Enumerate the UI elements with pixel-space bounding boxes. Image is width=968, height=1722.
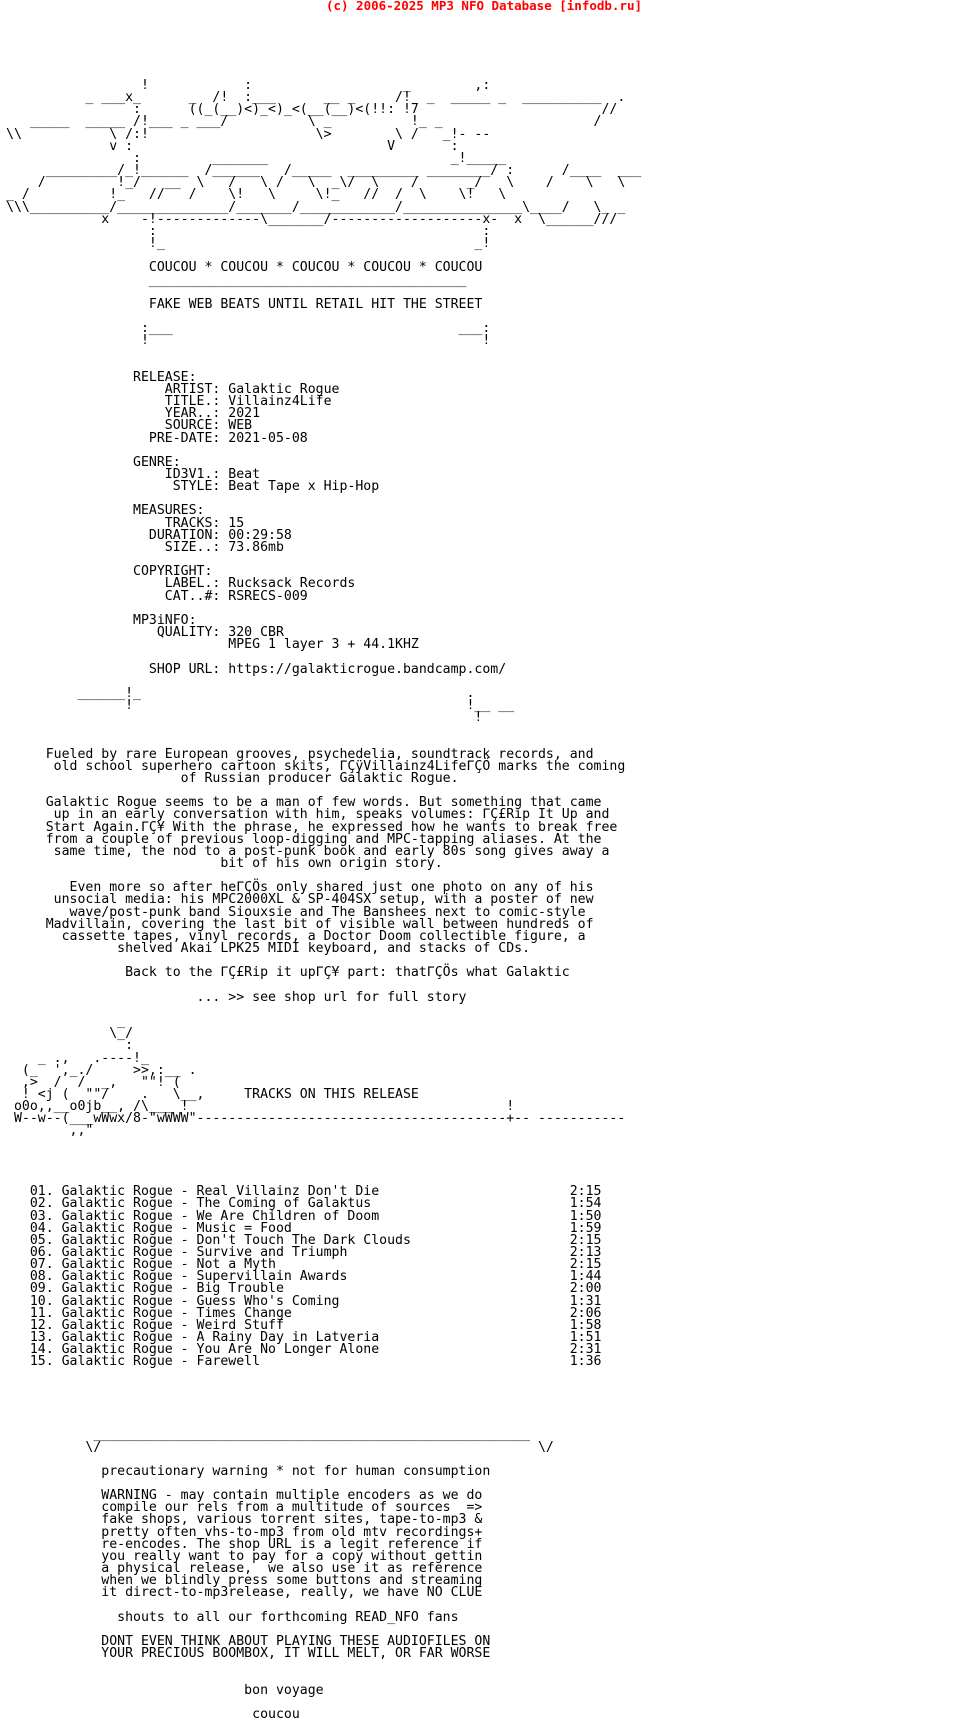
nfo-line: (_ ',_./ >>,:__ . xyxy=(6,1062,197,1078)
nfo-line: GENRE: xyxy=(6,454,181,470)
nfo-line: TRACKS: 15 xyxy=(6,515,245,531)
nfo-line: Start Again.ΓÇ¥ With the phrase, he expressed how he wants to break free xyxy=(6,819,618,835)
nfo-line: o0o,,__o0jb__, /\___ ! ! xyxy=(6,1099,515,1115)
nfo-line: Even more so after heΓÇÖs only shared just one photo on any of his xyxy=(6,880,594,896)
nfo-line: DONT EVEN THINK ABOUT PLAYING THESE AUDIOFILES ON xyxy=(6,1634,491,1649)
nfo-line: it direct-to-mp3release, really, we have NO CLUE xyxy=(6,1585,483,1601)
nfo-line: Madvillain, covering the last bit of visible wall between hundreds of xyxy=(6,916,594,932)
nfo-line: \\\__________/______________/_______/____________/_______________\____/ \_ _ xyxy=(6,199,626,215)
nfo-line: _ / !_ // / \! \ \!_ // / \ \! \ xyxy=(6,187,507,203)
nfo-line: STYLE: Beat Tape x Hip-Hop xyxy=(6,479,380,495)
nfo-line: 14. Galaktic Rogue - You Are No Longer Alone 2:31 xyxy=(6,1342,602,1358)
nfo-line: bit of his own origin story. xyxy=(6,856,443,871)
nfo-line: same time, the nod to a post-punk book and early 80s song gives away a xyxy=(6,843,610,859)
nfo-line: 01. Galaktic Rogue - Real Villainz Don't Die 2:15 xyxy=(6,1184,602,1200)
nfo-line: old school superhero cartoon skits, ΓÇÿVillainz4LifeΓÇÖ marks the coming xyxy=(6,758,626,774)
nfo-line: you really want to pay for a copy without gettin xyxy=(6,1548,483,1564)
nfo-line: 09. Galaktic Rogue - Big Trouble 2:00 xyxy=(6,1281,602,1297)
nfo-line: 07. Galaktic Rogue - Not a Myth 2:15 xyxy=(6,1257,602,1273)
nfo-line: / !_/ __ \ / \ / \ _\/ \ / _/ \ / \ \ xyxy=(6,175,626,191)
nfo-line: :___ ___: xyxy=(6,321,491,337)
nfo-line: YEAR..: 2021 xyxy=(6,406,261,422)
nfo-line: YOUR PRECIOUS BOOMBOX, IT WILL MELT, OR FAR WORSE xyxy=(6,1646,491,1662)
nfo-line: ! xyxy=(6,710,483,726)
nfo-line: : _______ _!_____ xyxy=(6,150,507,166)
nfo-line: pretty often vhs-to-mp3 from old mtv recordings+ xyxy=(6,1524,483,1540)
nfo-line: ! : _ ,: xyxy=(6,78,491,93)
nfo-line: of Russian producer Galaktic Rogue. xyxy=(6,770,459,786)
nfo-line: SOURCE: WEB xyxy=(6,418,253,434)
nfo-text-block xyxy=(6,80,641,1721)
nfo-line: fake shops, various torrent sites, tape-to-mp3 & xyxy=(6,1512,483,1528)
nfo-line: FAKE WEB BEATS UNTIL RETAIL HIT THE STREET xyxy=(6,296,483,312)
nfo-line: _______________________________________________________ xyxy=(6,1427,531,1443)
nfo-line: COUCOU * COUCOU * COUCOU * COUCOU * COUCOU xyxy=(6,260,483,276)
nfo-line: 13. Galaktic Rogue - A Rainy Day in Latveria 1:51 xyxy=(6,1330,602,1346)
nfo-line: \/ \/ xyxy=(6,1439,554,1455)
nfo-line: 15. Galaktic Rogue - Farewell 1:36 xyxy=(6,1354,602,1370)
nfo-line: cassette tapes, vinyl records, a Doctor Doom collectible figure, a xyxy=(6,928,586,944)
nfo-line: : xyxy=(6,1038,134,1054)
nfo-line: QUALITY: 320 CBR xyxy=(6,625,284,641)
nfo-line: 10. Galaktic Rogue - Guess Who's Coming 1:31 xyxy=(6,1293,602,1309)
nfo-line: a physical release, we also use it as reference xyxy=(6,1561,483,1577)
nfo-line: SHOP URL: https://galakticrogue.bandcamp.com/ xyxy=(6,661,507,677)
nfo-line: precautionary warning * not for human consumption xyxy=(6,1463,491,1479)
nfo-line: ... >> see shop url for full story xyxy=(6,989,467,1005)
nfo-line: WARNING - may contain multiple encoders as we do xyxy=(6,1488,483,1504)
nfo-line: compile our rels from a multitude of sources => xyxy=(6,1500,483,1516)
nfo-line: when we blindly press some buttons and streaming xyxy=(6,1573,483,1589)
nfo-line: Galaktic Rogue seems to be a man of few words. But something that came xyxy=(6,795,602,811)
nfo-line: ! ! xyxy=(6,333,491,349)
nfo-line: : ((_(__)<)_<)_<(__(__)<(!!: !7 // xyxy=(6,102,618,118)
site-copyright-header: (c) 2006-2025 MP3 NFO Database [infodb.ru] xyxy=(325,0,643,13)
nfo-line: TITLE.: Villainz4Life xyxy=(6,394,332,410)
nfo-line: _ ___x_ _ /! :___ __ _ /! _ _____ _ __________ . xyxy=(6,90,626,106)
nfo-line: up in an early conversation with him, speaks volumes: ΓÇ£Rip It Up and xyxy=(6,807,610,823)
nfo-line: wave/post-punk band Siouxsie and The Banshees next to comic-style xyxy=(6,904,586,920)
nfo-line: W--w--(___wWwx/8-"wWWW"---------------------------------------+-- ----------- xyxy=(6,1111,626,1127)
nfo-line: _________/_!______ /______ /_____ _________ ________/ : /____ ___ xyxy=(6,163,642,179)
nfo-line: DURATION: 00:29:58 xyxy=(6,527,292,543)
nfo-line: 08. Galaktic Rogue - Supervillain Awards 1:44 xyxy=(6,1269,602,1285)
nfo-line: MEASURES: xyxy=(6,503,205,519)
nfo-line: ,> / / _, ""! ( xyxy=(6,1074,181,1090)
nfo-line: ! <j ( ""/ . \__, TRACKS ON THIS RELEASE xyxy=(6,1086,419,1102)
nfo-line: MPEG 1 layer 3 + 44.1KHZ xyxy=(6,637,419,653)
nfo-line: 04. Galaktic Rogue - Music = Food 1:59 xyxy=(6,1220,602,1236)
nfo-line: Fueled by rare European grooves, psychedelia, soundtrack records, and xyxy=(6,746,594,762)
nfo-line: Back to the ΓÇ£Rip it upΓÇ¥ part: thatΓÇÖs what Galaktic xyxy=(6,965,570,981)
nfo-line: 12. Galaktic Rogue - Weird Stuff 1:58 xyxy=(6,1317,602,1333)
nfo-line: shouts to all our forthcoming READ_NFO fans xyxy=(6,1609,459,1625)
nfo-line: 11. Galaktic Rogue - Times Change 2:06 xyxy=(6,1305,602,1321)
nfo-line: shelved Akai LPK25 MIDI keyboard, and stacks of CDs. xyxy=(6,941,531,957)
nfo-line: !_ _! xyxy=(6,236,491,252)
nfo-line: \_/ xyxy=(6,1026,134,1042)
nfo-line: CAT..#: RSRECS-009 xyxy=(6,588,308,604)
nfo-line: re-encodes. The shop URL is a legit reference if xyxy=(6,1536,483,1552)
nfo-line: ,," xyxy=(6,1123,94,1139)
nfo-line: _ xyxy=(6,1014,126,1030)
nfo-line: bon voyage xyxy=(6,1682,324,1698)
nfo-line: ________________________________________ xyxy=(6,272,467,288)
nfo-line: 02. Galaktic Rogue - The Coming of Galaktus 1:54 xyxy=(6,1196,602,1212)
nfo-line: RELEASE: xyxy=(6,369,197,385)
nfo-line: ARTIST: Galaktic Rogue xyxy=(6,381,340,397)
nfo-line: from a couple of previous loop-digging and MPC-tapping aliases. At the xyxy=(6,831,602,847)
nfo-line: v : V : xyxy=(6,138,459,154)
nfo-line: x -!-------------\_______/-------------------x- x \______/// xyxy=(6,211,618,227)
nfo-line: COPYRIGHT: xyxy=(6,564,213,580)
nfo-line: 03. Galaktic Rogue - We Are Children of Doom 1:50 xyxy=(6,1208,602,1224)
nfo-line: PRE-DATE: 2021-05-08 xyxy=(6,430,308,446)
nfo-line: ! !__ __ xyxy=(6,697,515,713)
nfo-line: unsocial media: his MPC2000XL & SP-404SX setup, with a poster of new xyxy=(6,892,594,908)
nfo-line: _ ., .----!_ xyxy=(6,1050,149,1066)
nfo-line: SIZE..: 73.86mb xyxy=(6,539,284,555)
nfo-line: MP3iNFO: xyxy=(6,612,197,628)
nfo-line: 05. Galaktic Rogue - Don't Touch The Dark Clouds 2:15 xyxy=(6,1232,602,1248)
nfo-line: LABEL.: Rucksack Records xyxy=(6,576,356,592)
nfo-line: ID3V1.: Beat xyxy=(6,467,261,482)
nfo-line: ______!_ . xyxy=(6,685,475,701)
nfo-line: _____ _____ /!___ _ ___/ \ _ !_ _ / xyxy=(6,114,602,130)
nfo-line: coucou xyxy=(6,1706,300,1722)
nfo-line: : : xyxy=(6,223,491,239)
nfo-line: 06. Galaktic Rogue - Survive and Triumph 2:13 xyxy=(6,1245,602,1260)
nfo-line: \\ \ /:! \> \ / _!- -- xyxy=(6,126,491,142)
